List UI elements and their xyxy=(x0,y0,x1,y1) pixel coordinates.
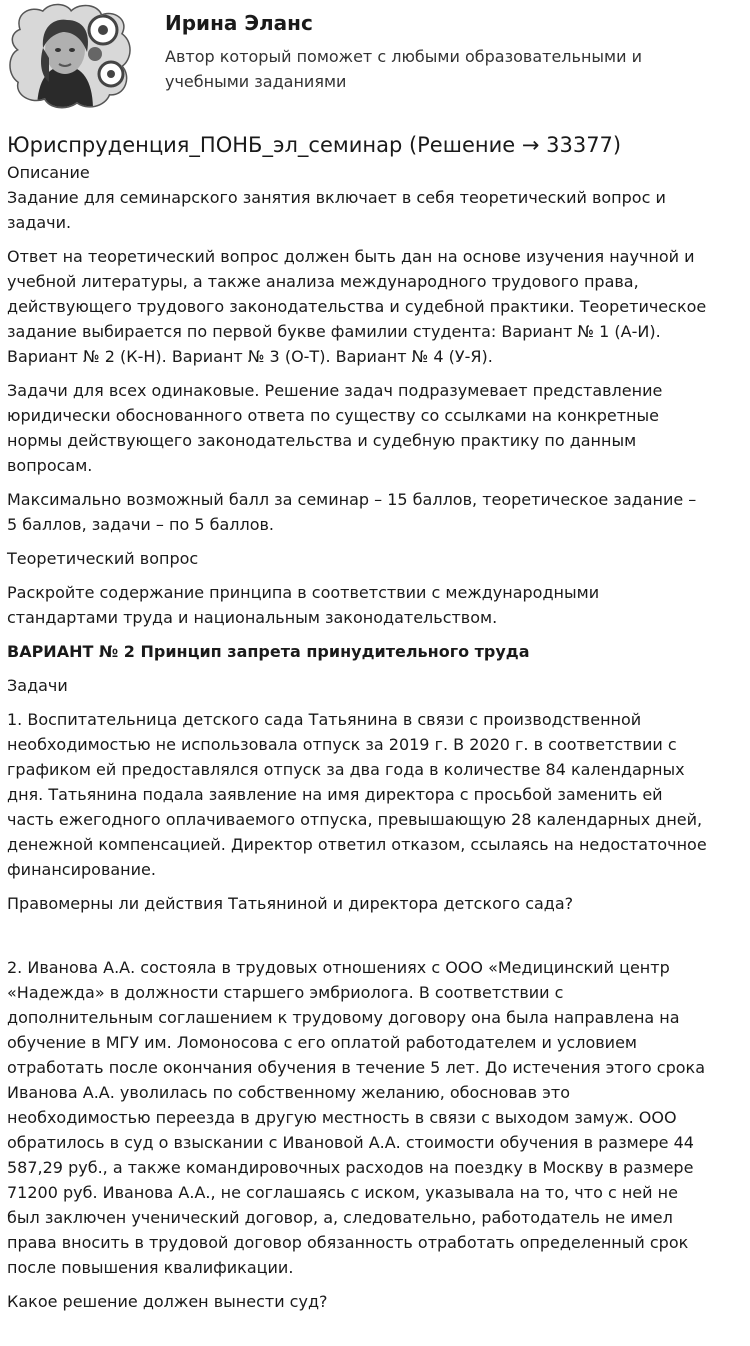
paragraph-task-2: 2. Иванова А.А. состояла в трудовых отношениях с ООО «Медицинский центр «Надежда» в должности старшего эмбриолога. В соответствии с дополнительным соглашением к трудовому договору она была направлена на обучение в МГУ им. Ломоносова с его оплатой работодателем и условием отработать после окончания обучения в течение 5 лет. До истечения этого срока Иванова А.А. уволилась по собственному желанию, обосновав это необходимостью переезда в другую местность в связи с выходом замуж. ООО обратилось в суд о взыскании с Ивановой А.А. стоимости обучения в размере 44 587,29 руб., а также командировочных расходов на поездку в Москву в размере 71200 руб. Иванова А.А., не соглашаясь с иском, указывала на то, что с ней не был заключен ученический договор, а, следовательно, работодатель не имел права вносить в трудовой договор обязанность отработать определенный срок после повышения квалификации. xyxy=(7,958,705,1277)
description-label: Описание xyxy=(7,163,90,182)
heading-variant: ВАРИАНТ № 2 Принцип запрета принудительного труда xyxy=(7,642,530,661)
paragraph-theory-question: Раскройте содержание принципа в соответствии с международными стандартами труда и национальным законодательством. xyxy=(7,583,600,627)
document-title: Юриспруденция_ПОНБ_эл_семинар (Решение → 33377) xyxy=(7,133,622,157)
paragraph-grading: Максимально возможный балл за семинар – 15 баллов, теоретическое задание – 5 баллов, задачи – по 5 баллов. xyxy=(7,490,697,534)
author-header xyxy=(0,0,750,118)
document-body xyxy=(0,130,750,1314)
heading-tasks: Задачи xyxy=(7,676,68,695)
heading-theory-question: Теоретический вопрос xyxy=(7,549,199,568)
author-name[interactable]: Ирина Эланс xyxy=(165,11,313,35)
author-description: Автор который поможет с любыми образовательными и учебными заданиями xyxy=(165,47,642,91)
paragraph-task-1-question: Правомерны ли действия Татьяниной и директора детского сада? xyxy=(7,894,574,913)
author-avatar[interactable] xyxy=(7,2,133,110)
spacer xyxy=(7,925,742,955)
paragraph-intro: Задание для семинарского занятия включает в себя теоретический вопрос и задачи. xyxy=(7,188,666,232)
paragraph-theory-requirements: Ответ на теоретический вопрос должен быть дан на основе изучения научной и учебной литературы, а также анализа международного трудового права, действующего трудового законодательства и судебной практики. Теоретическое задание выбирается по первой букве фамилии студента: Вариант № 1 (А-И). Вариант № 2 (К-Н). Вариант № 3 (О-Т). Вариант № 4 (У-Я). xyxy=(7,247,707,366)
paragraph-task-1: 1. Воспитательница детского сада Татьянина в связи с производственной необходимостью не использовала отпуск за 2019 г. В 2020 г. в соответствии с графиком ей предоставлялся отпуск за два года в количестве 84 календарных дня. Татьянина подала заявление на имя директора с просьбой заменить ей часть ежегодного оплачиваемого отпуска, превышающую 28 календарных дней, денежной компенсацией. Директор ответил отказом, ссылаясь на недостаточное финансирование. xyxy=(7,710,707,879)
paragraph-tasks-requirements: Задачи для всех одинаковые. Решение задач подразумевает представление юридически обоснованного ответа по существу со ссылками на конкретные нормы действующего законодательства и судебную практику по данным вопросам. xyxy=(7,381,663,475)
paragraph-task-2-question: Какое решение должен вынести суд? xyxy=(7,1292,328,1311)
